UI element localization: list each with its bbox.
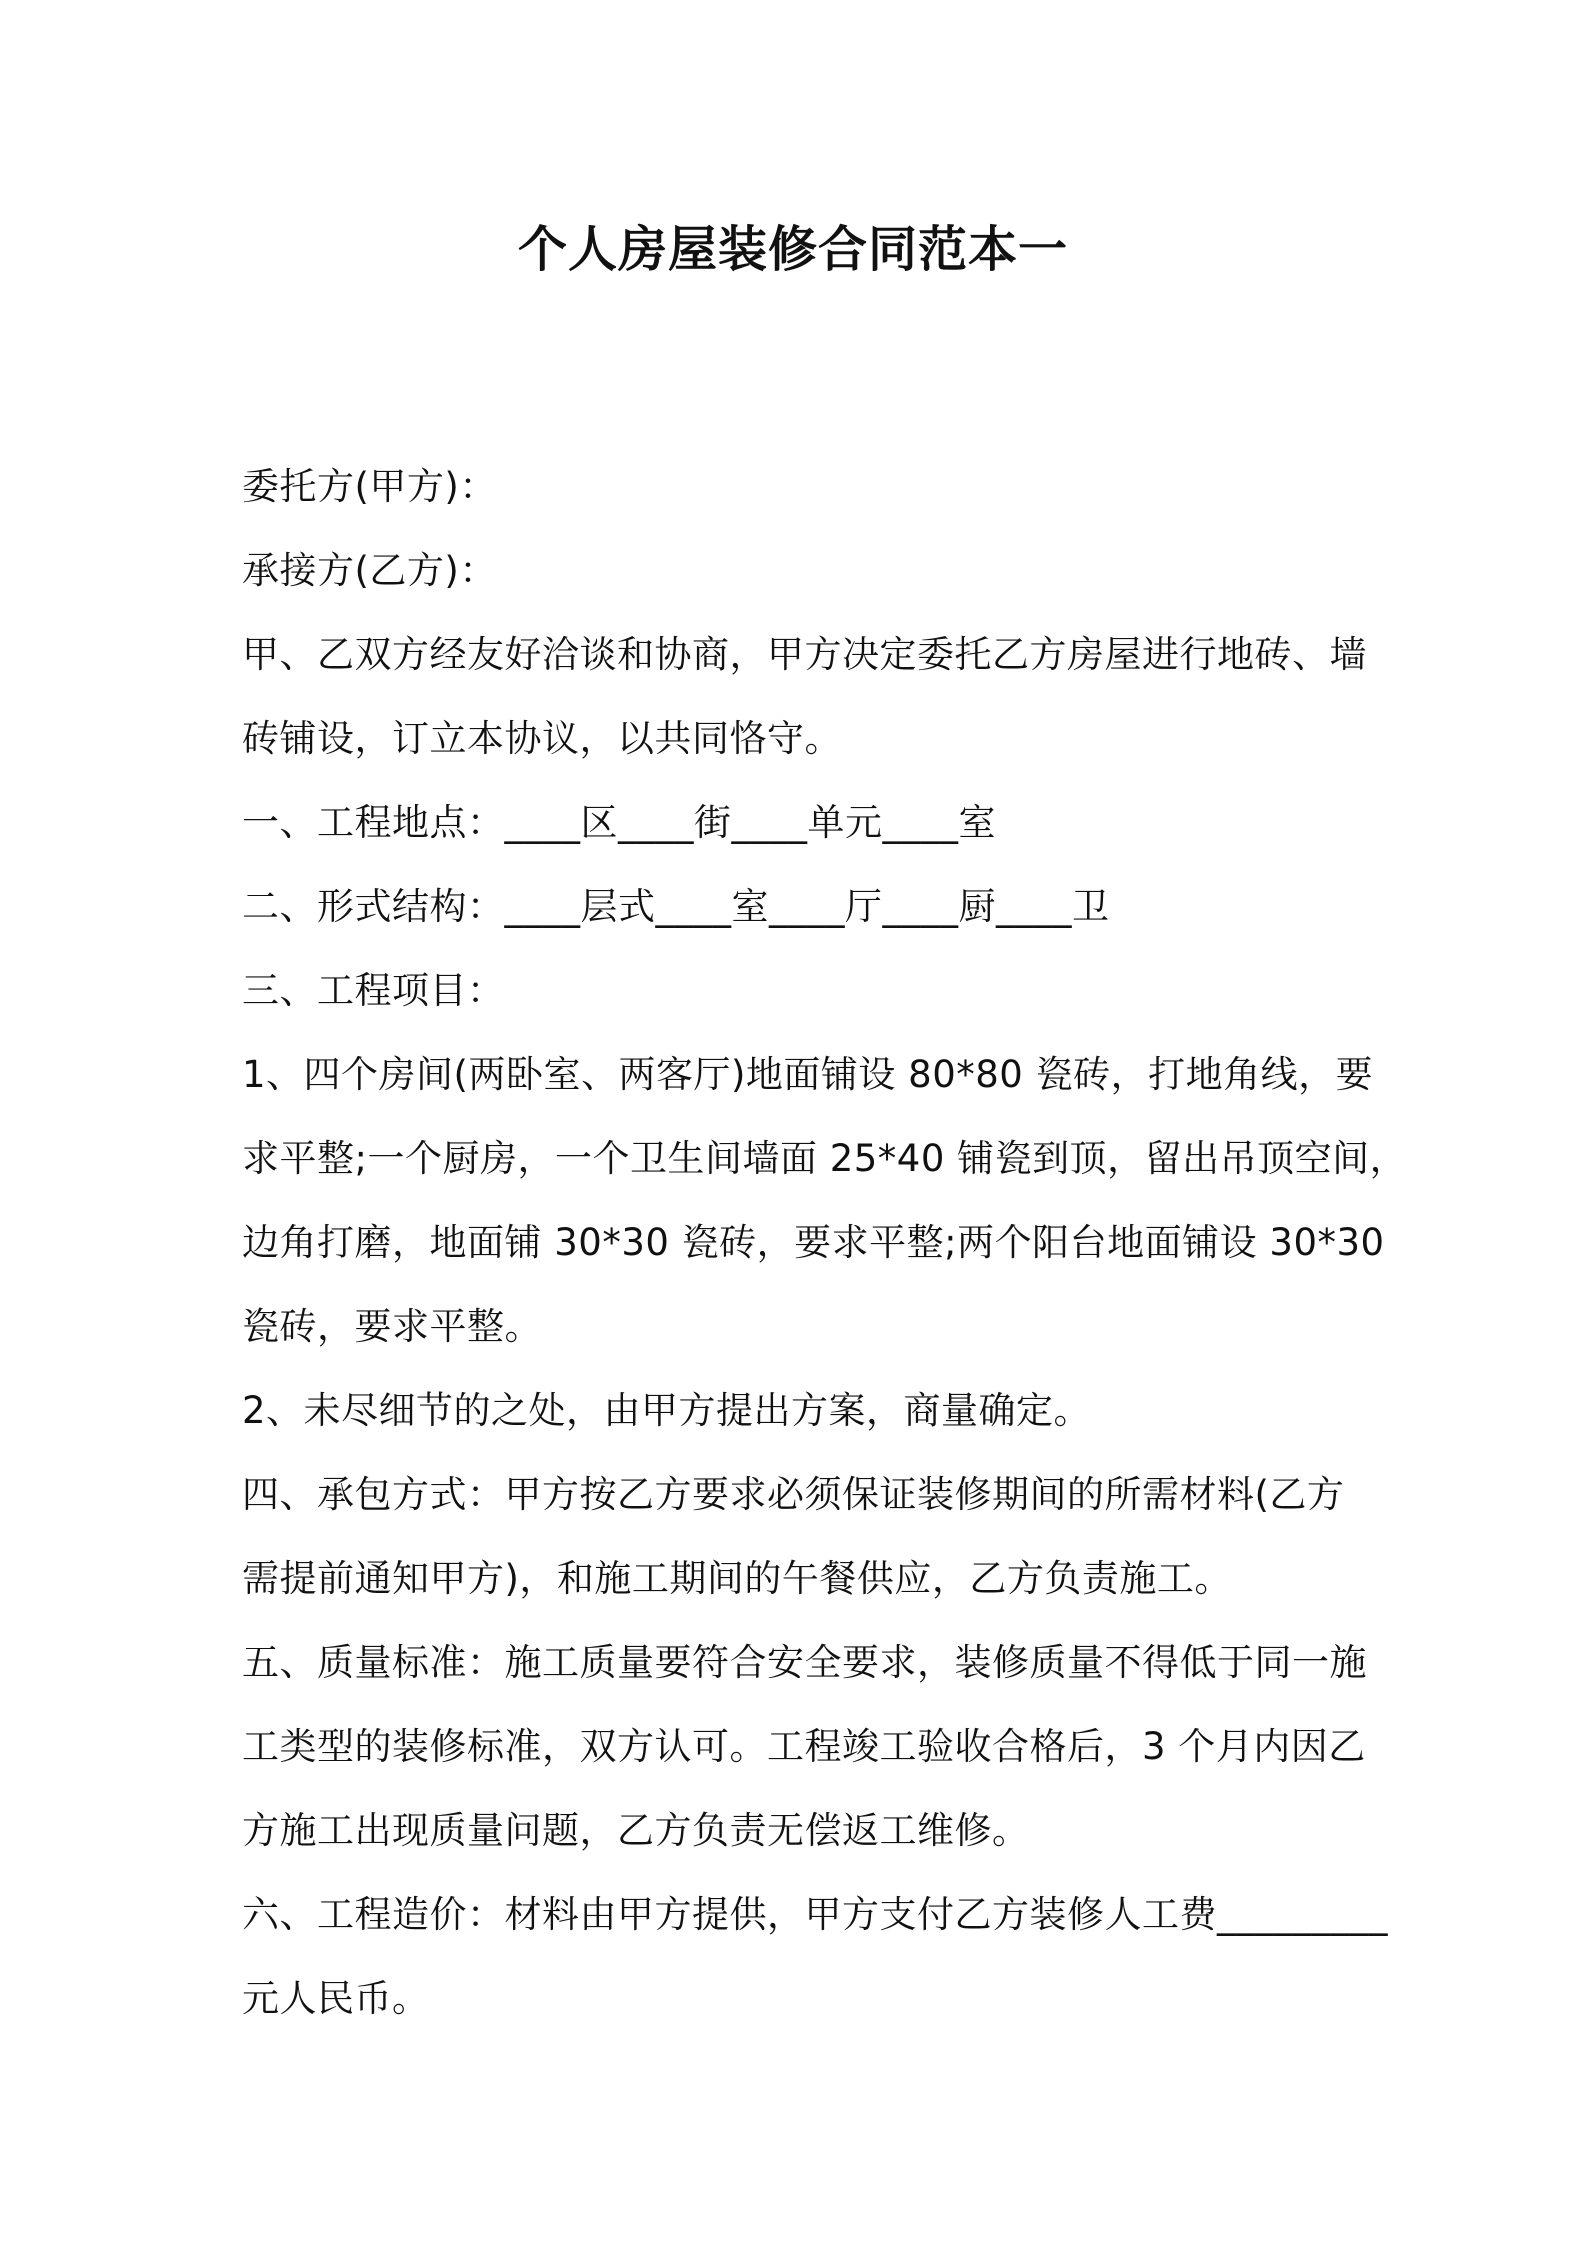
clause-location: 一、工程地点：____区____街____单元____室 [242,801,996,844]
document-title: 个人房屋装修合同范本一 [517,221,1068,278]
clause-contract-line-1: 四、承包方式：甲方按乙方要求必须保证装修期间的所需材料(乙方 [242,1473,1345,1516]
document-body [242,445,1408,2041]
clause-cost-line-2: 元人民币。 [242,1977,430,2020]
clause-items-heading: 三、工程项目： [242,969,505,1012]
clause-cost-line-1: 六、工程造价：材料由甲方提供，甲方支付乙方装修人工费_________ [242,1893,1388,1936]
item-1-line-3: 边角打磨，地面铺 30*30 瓷砖，要求平整;两个阳台地面铺设 30*30 [242,1221,1385,1264]
preamble-line-2: 砖铺设，订立本协议，以共同恪守。 [242,717,842,760]
clause-contract-line-2: 需提前通知甲方)，和施工期间的午餐供应，乙方负责施工。 [242,1557,1232,1600]
item-1-line-1: 1、四个房间(两卧室、两客厅)地面铺设 80*80 瓷砖，打地角线，要 [242,1053,1374,1096]
clause-quality-line-1: 五、质量标准：施工质量要符合安全要求，装修质量不得低于同一施 [242,1641,1367,1684]
item-2-line: 2、未尽细节的之处，由甲方提出方案，商量确定。 [242,1389,1092,1432]
preamble-line-1: 甲、乙双方经友好洽谈和协商，甲方决定委托乙方房屋进行地砖、墙 [242,633,1367,676]
item-1-line-2: 求平整;一个厨房，一个卫生间墙面 25*40 铺瓷到顶，留出吊顶空间， [242,1137,1408,1180]
clause-structure: 二、形式结构：____层式____室____厅____厨____卫 [242,885,1110,928]
clause-quality-line-2: 工类型的装修标准，双方认可。工程竣工验收合格后，3 个月内因乙 [242,1725,1366,1768]
item-1-line-4: 瓷砖，要求平整。 [242,1305,542,1348]
party-a-line: 委托方(甲方)： [242,465,497,508]
party-b-line: 承接方(乙方)： [242,549,497,592]
clause-quality-line-3: 方施工出现质量问题，乙方负责无偿返工维修。 [242,1809,1030,1852]
